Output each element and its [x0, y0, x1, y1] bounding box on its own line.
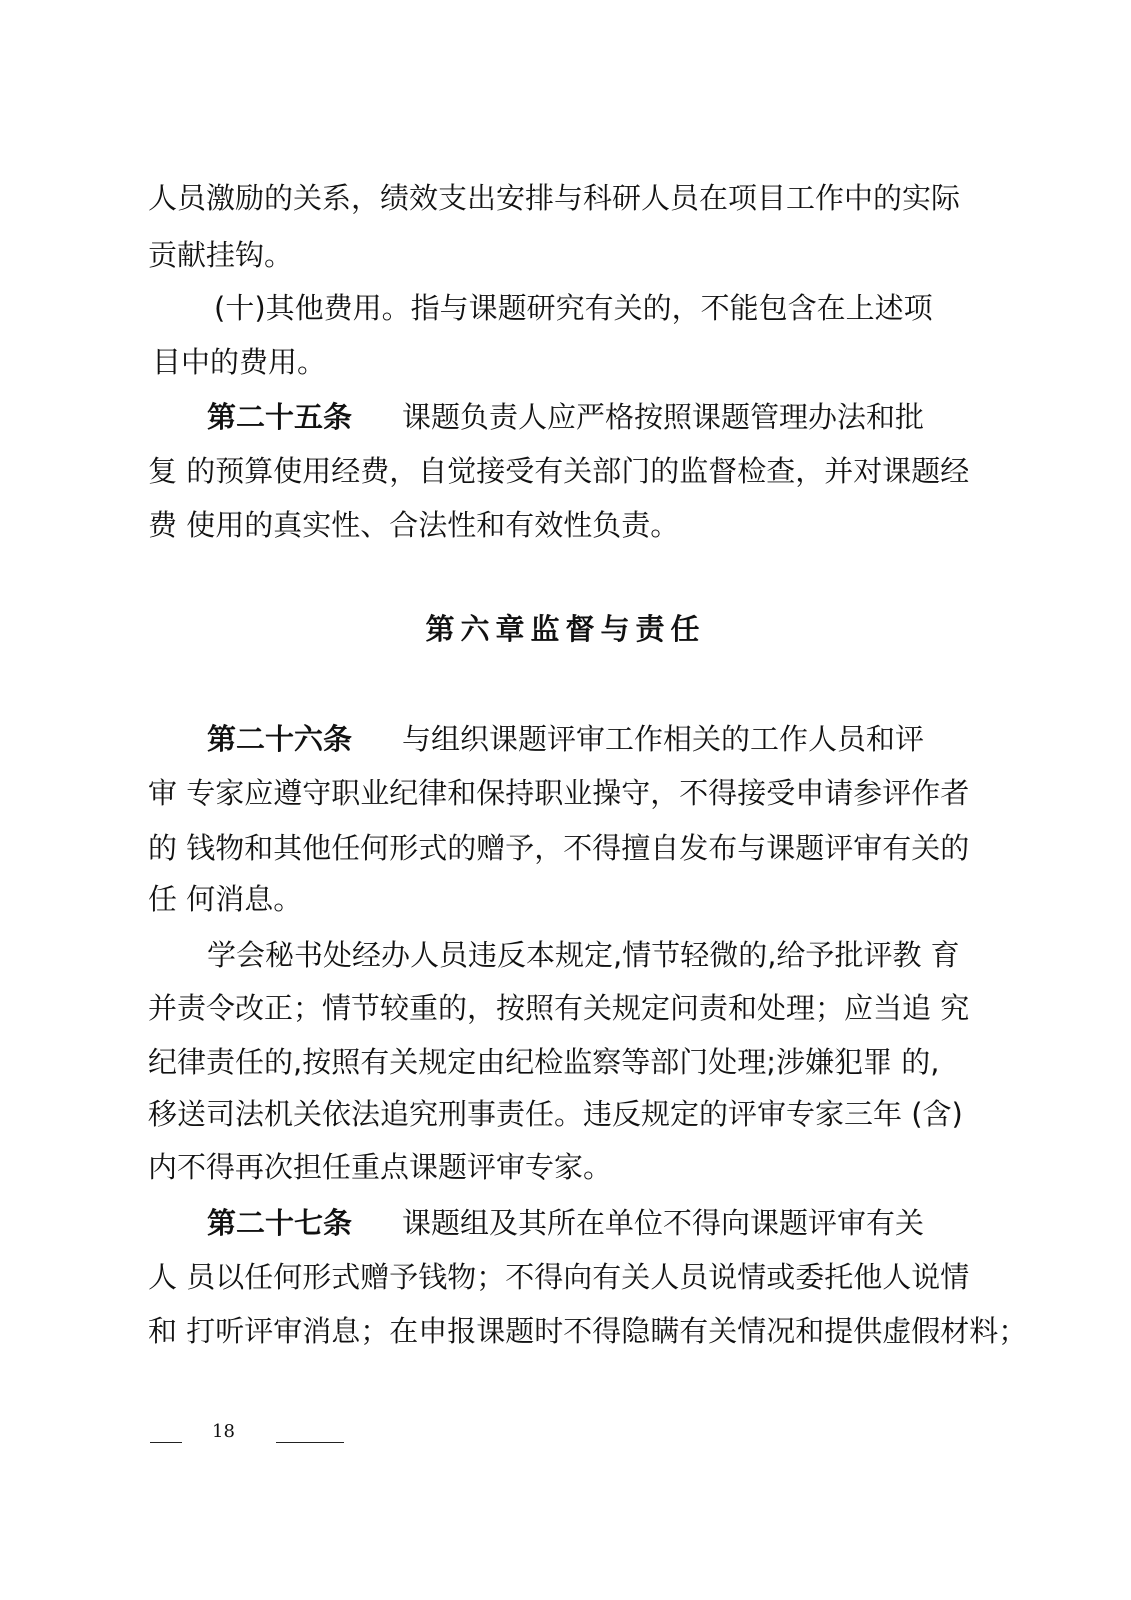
text-line: 课题负责人应严格按照课题管理办法和批: [402, 400, 925, 434]
chapter-heading: 第六章监督与责任: [425, 612, 706, 646]
text-line: 移送司法机关依法追究刑事责任。违反规定的评审专家三年 (含): [148, 1097, 963, 1131]
article-25: [207, 395, 1037, 439]
article-label: 第二十七条: [207, 1206, 353, 1240]
footer-rule-left: [150, 1442, 182, 1443]
text-line: 费 使用的真实性、合法性和有效性负责。: [148, 508, 680, 542]
text-line: (十)其他费用。指与课题研究有关的，不能包含在上述项: [214, 291, 933, 325]
text-line: 审 专家应遵守职业纪律和保持职业操守，不得接受申请参评作者: [148, 776, 970, 810]
text-line: 目中的费用。: [152, 345, 327, 379]
page-number: 18: [212, 1421, 235, 1442]
footer-rule-right: [276, 1442, 344, 1443]
article-26: [207, 717, 1037, 761]
text-line: 和 打听评审消息；在申报课题时不得隐瞒有关情况和提供虚假材料；: [148, 1314, 1028, 1348]
text-line: 人员激励的关系，绩效支出安排与科研人员在项目工作中的实际: [148, 181, 961, 215]
text-line: 课题组及其所在单位不得向课题评审有关: [402, 1206, 925, 1240]
text-line: 学会秘书处经办人员违反本规定,情节轻微的,给予批评教 育: [207, 938, 960, 972]
article-label: 第二十五条: [207, 400, 353, 434]
text-line: 的 钱物和其他任何形式的赠予，不得擅自发布与课题评审有关的: [148, 831, 970, 865]
text-line: 与组织课题评审工作相关的工作人员和评: [402, 722, 925, 756]
text-line: 人 员以任何形式赠予钱物；不得向有关人员说情或委托他人说情: [148, 1260, 970, 1294]
text-line: 纪律责任的,按照有关规定由纪检监察等部门处理;涉嫌犯罪 的,: [148, 1045, 940, 1079]
text-line: 贡献挂钩。: [148, 238, 294, 272]
article-27: [207, 1201, 1037, 1245]
text-line: 任 何消息。: [148, 882, 303, 916]
text-line: 内不得再次担任重点课题评审专家。: [148, 1150, 613, 1184]
text-line: 并责令改正；情节较重的，按照有关规定问责和处理；应当追 究: [148, 991, 970, 1025]
text-line: 复 的预算使用经费，自觉接受有关部门的监督检查，并对课题经: [148, 454, 970, 488]
article-label: 第二十六条: [207, 722, 353, 756]
